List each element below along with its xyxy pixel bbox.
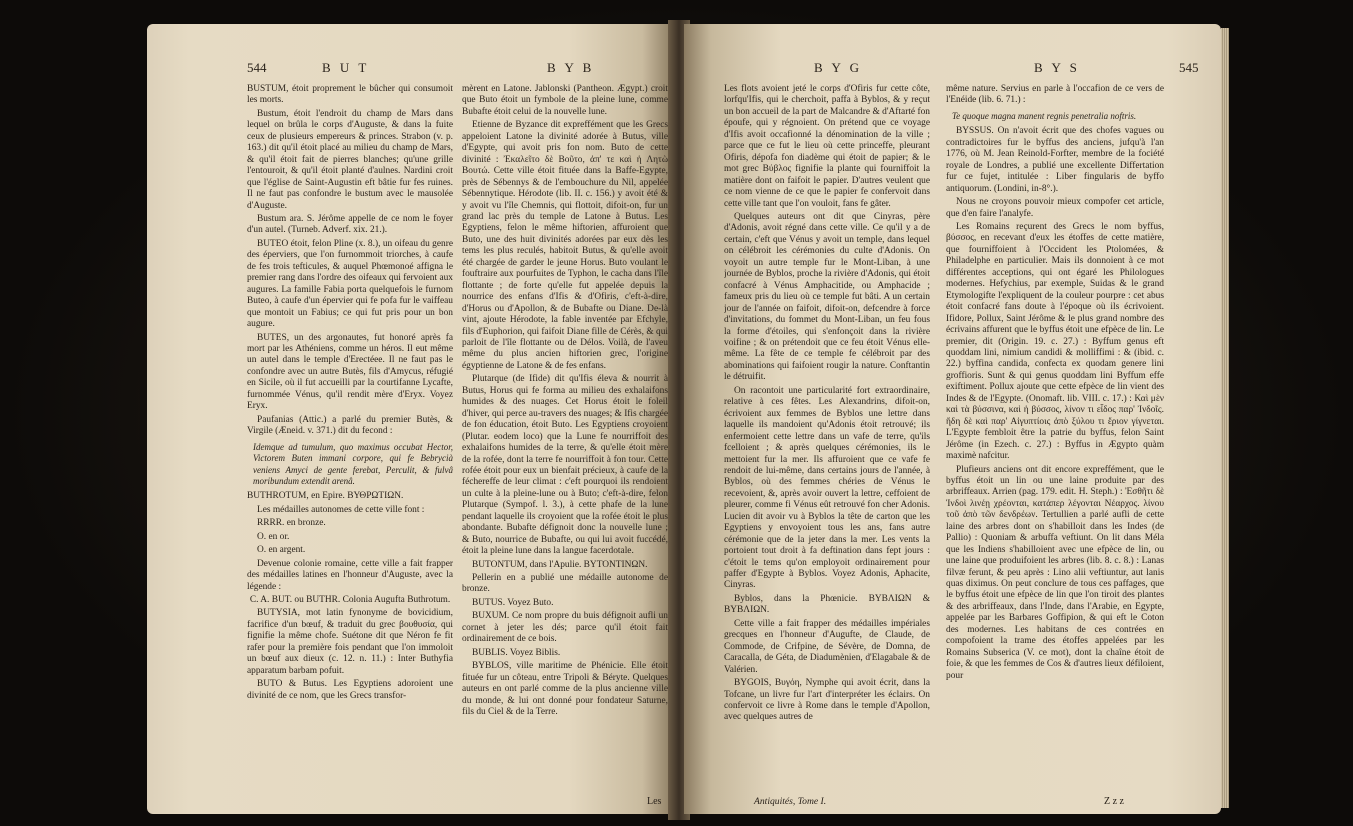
paragraph: BUTYSIA, mot latin fynonyme de bovicidium, facrifice d'un bœuf, & traduit du grec βουθυσία, qui fignifie la même chofe. Suétone dit que Néron fe fit rafer pour la première fois pendant que l'on immoloit un bœuf aux dieux (c. 12. n. 11.) : Inter Buthyfia apparatum barbam pofuit. [247, 608, 453, 676]
paragraph: On racontoit une particularité fort extraordinaire, relative à ces fêtes. Les Alexandrins, difoit-on, écrivoient aux femmes de Byblos une lettre dans laquelle ils mandoient qu'Adonis étoit retrouvé; ils enfermoient cette lettre dans un vafe de terre, qu'ils fcelloient ; & après quelques cérémonies, ils le mettoient fur la mer. Ils affuroient que ce vafe fe rendoit de lui-même, dans certains jours de l'année, à Byblos, où des femmes chéries de Vénus le recevoient, &, après avoir ouvert la lettre, ceffoient de pleurer, comme fi Vénus eût retrouvé fon cher Adonis. Lucien dit avoir vu à Byblos la tête de carton que les Egyptiens y envoyoient tous les ans, fans autre cérémonie que de la jeter dans la mer. Les vents la portoient tout droit à fa deftination dans fept jours : c'étoit le tems qu'on employoit ordinairement pour paffer d'Egypte à Byblos. Voyez Adonis, Aphacite, Cinyras. [724, 385, 930, 591]
paragraph: Bustum, étoit l'endroit du champ de Mars dans lequel on brûla le corps d'Auguste, & dans la fuite ceux de plusieurs empereurs & princes. Strabon (v. p. 163.) dit qu'il étoit placé au milieu du champ de Mars, & qu'il étoit fait de pierres blanches; qu'une grille l'entouroit, & qu'il étoit planté d'aulnes. Nardini croit que l'église de Saint-Augustin eft bâtie fur fes ruines. Il ne faut pas confondre le bustum avec le mausolée d'Auguste. [247, 108, 453, 211]
paragraph: BUXUM. Ce nom propre du buis défignoit aufli un cornet à jeter les dés; parce qu'il étoit fait ordinairement de ce bois. [462, 611, 668, 645]
paragraph: O. en argent. [257, 545, 306, 556]
page-edges [1221, 28, 1229, 808]
left-running-head [147, 62, 674, 78]
paragraph: BUTONTUM, dans l'Apulie. ΒΥΤΟΝΤΙΝΩΝ. [472, 559, 648, 570]
paragraph: Byblos, dans la Phœnicie. ΒΥΒΛΙΩΝ & ΒΥΒΛΙΩΝ. [724, 593, 930, 616]
paragraph: Les médailles autonomes de cette ville font : [257, 504, 425, 515]
paragraph: Bustum ara. S. Jérôme appelle de ce nom le foyer d'un autel. (Turneb. Adverf. xix. 21.). [247, 213, 453, 236]
paragraph: BUSTUM, étoit proprement le bûcher qui consumoit les morts. [247, 84, 453, 106]
left-head-word-right: B Y B [547, 60, 595, 75]
paragraph: RRRR. en bronze. [257, 518, 326, 529]
paragraph: C. A. BUT. ou BUTHR. Colonia Augufta Buthrotum. [249, 595, 451, 606]
left-page-column-2 [462, 84, 668, 812]
paragraph: Cette ville a fait frapper des médailles impériales grecques en l'honneur d'Augufte, de Claude, de Commode, de Crifpine, de Sévère, de Domna, de Caracalla, de Géta, de Diadumènien, d'Elagabale & de Valérien. [724, 618, 930, 675]
right-page-column-2 [946, 84, 1164, 812]
paragraph: BYGOIS, Βυγόη, Nymphe qui avoit écrit, dans la Tofcane, un livre fur l'art d'interpréter les éclairs. On confervoit ce livre à Rome dans le temple d'Apollon, avec quelques autres de [724, 678, 930, 723]
left-page [147, 24, 674, 814]
paragraph: Plufieurs anciens ont dit encore expreffément, que le byffus étoit un lin ou une laine produite par des arbriffeaux. Arrien (pag. 179. edit. H. Steph.) : Ἐσθῆτι δὲ Ἰνδοὶ λινέῃ χρέονται, κατάπερ λέγονται Νέαρχος. λίνου τοῦ ἀπὸ τῶν δενδρέων. Tertullien a parlé aufli de cette laine des arbres dont on s'habilloit dans les Indes (de Pallio) : Quoniam & arbuffa veftiunt. On lit dans Méla que les Indiens s'habilloient avec une efpèce de lin, ou une laine que produifoient les arbres (lib. 8. c. 8.) : Lanas filvæ ferunt, & peu après : Lino alii veftiuntur, aut lanis quas diximus. On peut conclure de tous ces paffages, que le byffus étoit une efpèce de lin que l'on tiroit des plantes & des arbriffeaux, dans l'Inde, dans l'Arabie, en Egypte, appelée par les Barbares Goffipion, & qui eft le Coton des modernes. Les habitans de ces contrées en compofoient la trame des étoffes appelées par les Romains Subserica (V. ce mot), dont la chaîne étoit de foie, & que les femmes de Cos & d'autres lieux défiloient, pour [946, 464, 1164, 681]
paragraph: Te quoque magna manent regnis penetralia noftris. [952, 110, 1137, 121]
paragraph: BUBLIS. Voyez Biblis. [472, 647, 561, 658]
left-head-word: B U T [322, 60, 370, 75]
left-catchword: Les [647, 796, 662, 807]
right-head-word-left: B Y G [814, 60, 862, 75]
paragraph: BYBLOS, ville maritime de Phénicie. Elle étoit fituée fur un côteau, entre Tripoli & Béryte. Quelques auteurs en ont parlé comme de la plus ancienne ville du monde, & lui ont donné pour fondateur Saturne, fils du Ciel & de la Terre. [462, 661, 668, 718]
paragraph: BUTES, un des argonautes, fut honoré après fa mort par les Athéniens, comme un héros. Il eut même un autel dans le temple d'Erectéee. Il ne faut pas le confondre avec un autre Butès, fils d'Amycus, réfugié en Sicile, où il fut accueilli par la courtifanne Lycafte, furnommée Vénus, qu'il rendit mère d'Eryx. Voyez Eryx. [247, 332, 453, 412]
left-page-number: 544 [247, 60, 267, 75]
paragraph: Idemque ad tumulum, quo maximus occubat Hector, Victorem Buten immani corpore, qui fe Bebrycià veniens Amyci de gente ferebat, Perculit, & fulvâ moribundum extendit arenâ. [253, 441, 453, 486]
paragraph: Nous ne croyons pouvoir mieux compofer cet article, que d'en faire l'analyfe. [946, 197, 1164, 219]
paragraph: Pellerin en a publié une médaille autonome de bronze. [462, 573, 668, 595]
right-signature-mark: Z z z [1104, 796, 1124, 807]
right-page-number: 545 [1179, 60, 1199, 75]
right-running-head [684, 62, 1221, 78]
right-page-column-1 [724, 84, 930, 812]
paragraph: BUTUS. Voyez Buto. [472, 597, 554, 608]
paragraph: Devenue colonie romaine, cette ville a fait frapper des médailles latines en l'honneur d'Auguste, avec la légende : [247, 558, 453, 592]
paragraph: Etienne de Byzance dit expreffément que les Grecs appeloient Latone la divinité adorée à Butus, ville d'Egypte, qui avoit pris fon nom. Buto de cette divinité : Ἐκαλεῖτο δὲ Βοῦτο, ἀπ' τε καὶ ἡ Λητὼ Βουτώ. Cette ville étoit fituée dans la Baffe-Egypte, près de Sébennys & de l'embouchure du Nil, appelée Sébennytique. Hérodote (lib. II. c. 156.) y avoit été & y avoit vu l'île Chemnis, qui flottoit, difoit-on, fur un grand lac près du temple de Latone à Butus. Les Egyptiens, felon le même hiftorien, affuroient que Buto, une des huit divinités adorées par eux dès les tems les plus reculés, habitoit Butus, & qu'elle avoit été chargée de garder le jeune Horus. Buto voulant le fouftraire aux pourfuites de Typhon, le cacha dans l'île flottante ; de forte qu'elle fut appelée depuis la nourrice des enfans d'Ifis & d'Ofiris, c'eft-à-dire, d'Horus ou d'Apollon, & de Bubafte ou Diane. De-là vint, ajoute Hérodote, la fable inventée par Efchyle, fils d'Euphorion, qui faifoit Diane fille de Cérès, & qui parloit de l'île flottante ou de Délos. Voilà, de l'aveu même du plus ancien hiftorien grec, l'origine égyptienne de Latone & de fes enfans. [462, 120, 668, 371]
paragraph: BYSSUS. On n'avoit écrit que des chofes vagues ou contradictoires fur le byffus des anciens, jufqu'à l'an 1776, où M. Jean Reinold-Forfter, membre de la fociété royale de Londres, a publié une excellente Differtation fur ce fujet, intitulée : Liber fingularis de byffo antiquorum. (Londini, in-8°.). [946, 126, 1164, 194]
paragraph: Les flots avoient jeté le corps d'Ofiris fur cette côte, lorfqu'Ifis, qui le cherchoit, paffa à Byblos, & y reçut un bon accueil de la part de Malcandre & d'Aftarté fon époufe, qui y régnoient. On prétend que ce voyage d'Ifis avoit occafionné la dénomination de la ville ; parce que ce fut le lieu où cette princeffe, pleurant Ofiris, dépofa fon diadème qui étoit de papier; & le mot grec Βύβλος fignifie la plante qui fourniffoit la matière dont on faifoit le papier. D'autres veulent que ce nom vienne de ce que le papier fe confervoit dans cette ville tant que l'on vouloit, fans fe gâter. [724, 84, 930, 209]
paragraph: Paufanias (Attic.) a parlé du premier Butès, & Virgile (Æneid. v. 371.) dit du fecond : [247, 414, 453, 437]
left-page-column-1 [247, 84, 453, 812]
right-page [684, 24, 1221, 814]
paragraph: Quelques auteurs ont dit que Cinyras, père d'Adonis, avoit régné dans cette ville. Ce qu'il y a de certain, c'eft que Vénus y avoit un temple, dans lequel on célébroit les cérémonies du culte d'Adonis. On voyoit un autre temple fur le Mont-Liban, à une journée de Byblos, proche la rivière d'Adonis, qui étoit confacré à Vénus Amphacitide, ou Amphacide ; fameux pris du lieu où ce temple fut bâti. A un certain jour de l'année on faifoit, difoit-on, defcendre à force d'invitations, du fommet du Mont-Liban, un feu fous la forme d'étoiles, qui s'enfonçoit dans la rivière voifine ; & on prétendoit que ce feu étoit Vénus elle-même. La fête de ce temple fe célébroit par des abominations qui faifoient rougir la nature. Conftantin le détruifit. [724, 211, 930, 383]
paragraph: même nature. Servius en parle à l'occafion de ce vers de l'Enéide (lib. 6. 71.) : [946, 84, 1164, 106]
paragraph: BUTO & Butus. Les Egyptiens adoroient une divinité de ce nom, que les Grecs transfor- [247, 679, 453, 701]
paragraph: mèrent en Latone. Jablonski (Pantheon. Ægypt.) croit que Buto étoit un fymbole de la pleine lune, comme Bubafte étoit celui de la nouvelle lune. [462, 84, 668, 117]
paragraph: O. en or. [257, 531, 290, 542]
paragraph: BUTHROTUM, en Epire. ΒΥΘΡΩΤΙΩΝ. [247, 491, 404, 502]
right-head-word: B Y S [1034, 60, 1080, 75]
right-page-footer: Antiquités, Tome I. [754, 796, 827, 807]
paragraph: Plutarque (de Ifide) dit qu'Ifis éleva & nourrit à Butus, Horus qui fe forma au milieu des exhalaifons humides & des nuages. Cet Horus étoit le foleil d'hiver, qui perce au-travers des nuages; & Ifis chargée de fon éducation, étoit Buto. Les Egyptiens croyoient (Plutar. eodem loco) que la Lune fe nourriffoit des exhalaifons humides de la terre, & qu'elle étoit mère de la rofée, dont la terre fe nourriffoit à fon tour. Cette rofée étoit pour eux un bienfait précieux, à caufe de la féchereffe de leur climat : c'eft pourquoi ils rendoient un culte à la pleine-lune ou à Buto; c'eft-à-dire, felon Plutarque (Sympof. l. 3.), à cette phafe de la lune pendant laquelle ils croyoient que la rofée étoit le plus abondante. Bubafte défignoit donc la nouvelle lune ; & Buto, nourrice de Bubafte, ou qui lui avoit fuccédé, étoit la pleine lune dans la langue facerdotale. [462, 374, 668, 557]
paragraph: Les Romains reçurent des Grecs le nom byffus, βύσσος, en recevant d'eux les étoffes de cette matière, que fourniffoient à l'Occident les Ptolomées, & Philadelphe en particulier. Mais ils donnoient à ce mot différentes acceptions, qui ont égaré les Philologues modernes. Hefychius, par exemple, Suidas & le grand Etymologifte l'expliquent de la couleur pourpre : cet abus étoit confacré fans doute à l'époque où ils écrivoient. Ifidore, Pollux, Saint Jérôme & le plus grand nombre des écrivains affurent que le byffus étoit une efpèce de lin. Le premier, dit (Origin. 19. c. 27.) : Byffum genus eft quoddam lini, nimium candidi & molliffimi : & (ibid. c. 22.) byffina candida, confecta ex quodam genere lini groffioris. Sunt & qui genus quoddam lini Byffum effe exiftiment. Pollux ajoute que cette efpèce de lin vient des Indes & de l'Egypte. (Onomaft. lib. VIII. c. 17.) : Καὶ μὲν καὶ τὰ βύσσινα, καὶ ἡ βύσσος, λίνον τι εἶδος παρ' Ἰνδοῖς. ἤδη δὲ καὶ παρ' Αἰγυπτίοις ἀπὸ ξύλου τι ἔριον γίγνεται. L'Egypte fembloit être la patrie du byffus, felon Saint Jérôme (in Ezech. c. 27.) : Byffus in Ægypto quàm maximè nafcitur. [946, 221, 1164, 462]
paragraph: BUTEO étoit, felon Pline (x. 8.), un oifeau du genre des éperviers, que l'on furnommoit triorches, à caufe de fes trois tefticules, & auquel Phœmonoé affigna le premier rang dans l'ordre des oifeaux qui fervoient aux augures. La famille Fabia porta quelquefois le furnom Buteo, à caufe d'un épervier qui fe pofa fur le vaiffeau que montoit un Fabius; ce qui fut pris pour un bon augure. [247, 238, 453, 330]
